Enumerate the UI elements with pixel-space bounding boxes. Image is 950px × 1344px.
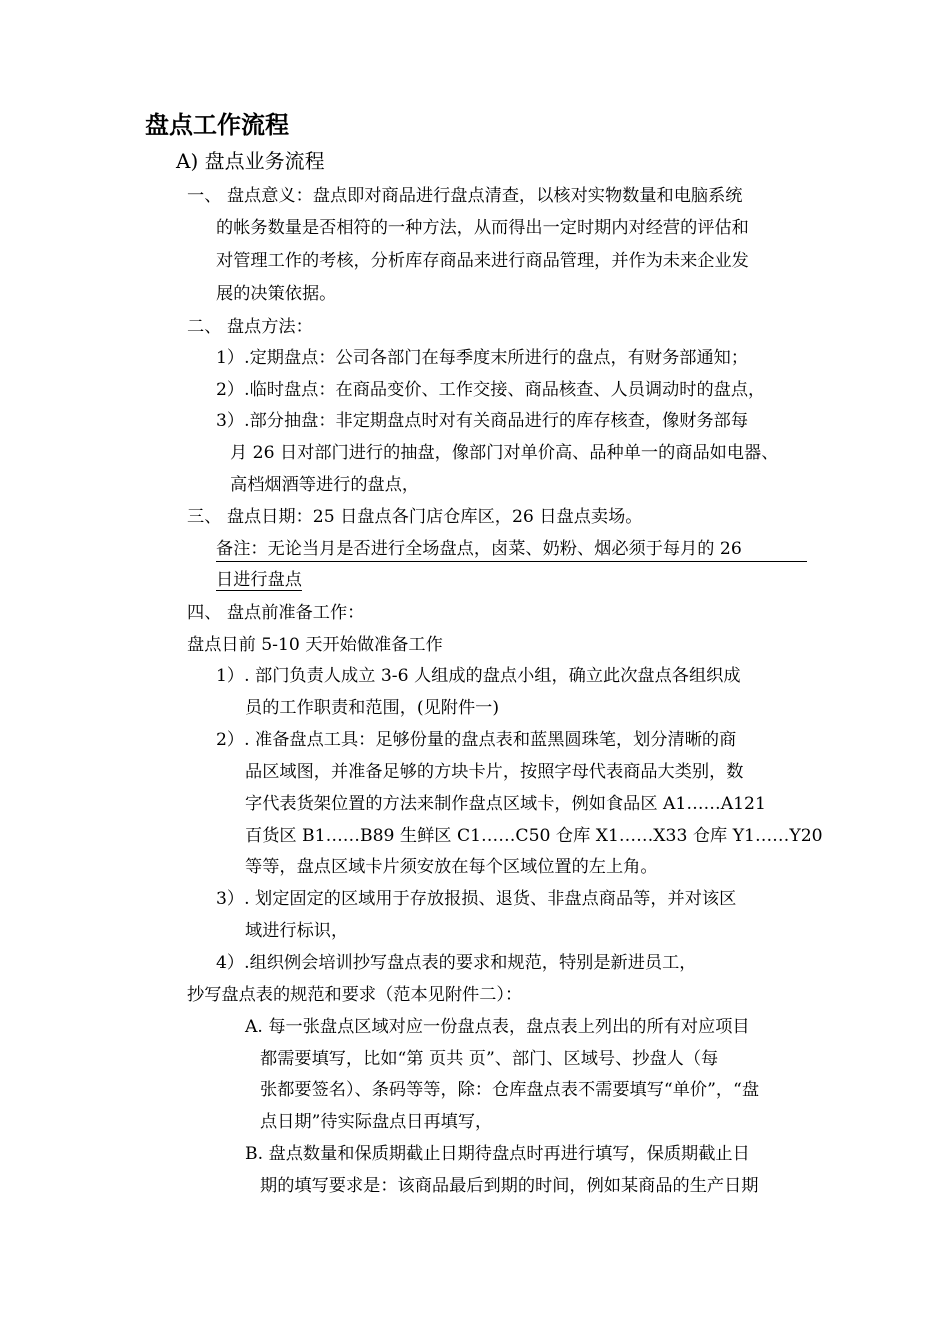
list-item-continuation: 员的工作职责和范围，(见附件一) [245,698,500,718]
list-item-continuation: 等等，盘点区域卡片须安放在每个区域位置的左上角。 [245,857,658,877]
section-heading: 四、 盘点前准备工作： [187,603,365,623]
list-item: 2）. 准备盘点工具：足够份量的盘点表和蓝黑圆珠笔，划分清晰的商 [216,730,737,750]
list-item: B. 盘点数量和保质期截止日期待盘点时再进行填写，保质期截止日 [245,1144,750,1164]
note-line: 备注：无论当月是否进行全场盘点，卤菜、奶粉、烟必须于每月的 26 [216,539,742,559]
list-item: 4）.组织例会培训抄写盘点表的要求和规范，特别是新进员工， [216,953,697,973]
paragraph-line: 一、 盘点意义：盘点即对商品进行盘点清查，以核对实物数量和电脑系统 [187,186,743,206]
note-line: 日进行盘点 [216,570,302,590]
section-heading: 二、 盘点方法： [187,317,313,337]
list-item: 1）. 部门负责人成立 3-6 人组成的盘点小组，确立此次盘点各组织成 [216,666,741,686]
list-item-continuation: 都需要填写，比如“第 页共 页”、部门、区域号、抄盘人（每 [260,1049,719,1069]
paragraph-line: 盘点日前 5-10 天开始做准备工作 [187,635,443,655]
section-heading-a: A) 盘点业务流程 [176,149,325,173]
list-item: 3）. 划定固定的区域用于存放报损、退货、非盘点商品等，并对该区 [216,889,737,909]
list-item-continuation: 百货区 B1……B89 生鲜区 C1……C50 仓库 X1……X33 仓库 Y1……Y20 [245,826,823,846]
list-item-continuation: 品区域图，并准备足够的方块卡片，按照字母代表商品大类别，数 [245,762,744,782]
page-title: 盘点工作流程 [145,111,289,139]
list-item-continuation: 月 26 日对部门进行的抽盘，像部门对单价高、品种单一的商品如电器、 [230,443,779,463]
list-item: 1）.定期盘点：公司各部门在每季度末所进行的盘点，有财务部通知； [216,348,749,368]
list-item-continuation: 高档烟酒等进行的盘点， [230,475,420,495]
list-item: 3）.部分抽盘：非定期盘点时对有关商品进行的库存核查，像财务部每 [216,411,749,431]
list-item: A. 每一张盘点区域对应一份盘点表，盘点表上列出的所有对应项目 [245,1017,750,1037]
list-item-continuation: 字代表货架位置的方法来制作盘点区域卡，例如食品区 A1……A121 [245,794,766,814]
note-underline [216,561,807,562]
list-item: 2）.临时盘点：在商品变价、工作交接、商品核查、人员调动时的盘点， [216,380,766,400]
list-item-continuation: 张都要签名）、条码等等，除：仓库盘点表不需要填写“单价”，“盘 [260,1080,760,1100]
paragraph-line: 的帐务数量是否相符的一种方法，从而得出一定时期内对经营的评估和 [216,218,749,238]
list-item-continuation: 点日期”待实际盘点日再填写， [260,1112,493,1132]
paragraph-line: 展的决策依据。 [216,284,337,304]
list-item-continuation: 域进行标识， [245,921,349,941]
paragraph-line: 对管理工作的考核，分析库存商品来进行商品管理，并作为未来企业发 [216,251,749,271]
paragraph-line: 抄写盘点表的规范和要求（范本见附件二）： [187,985,523,1005]
list-item-continuation: 期的填写要求是：该商品最后到期的时间，例如某商品的生产日期 [260,1176,759,1196]
section-heading: 三、 盘点日期：25 日盘点各门店仓库区，26 日盘点卖场。 [187,507,643,527]
